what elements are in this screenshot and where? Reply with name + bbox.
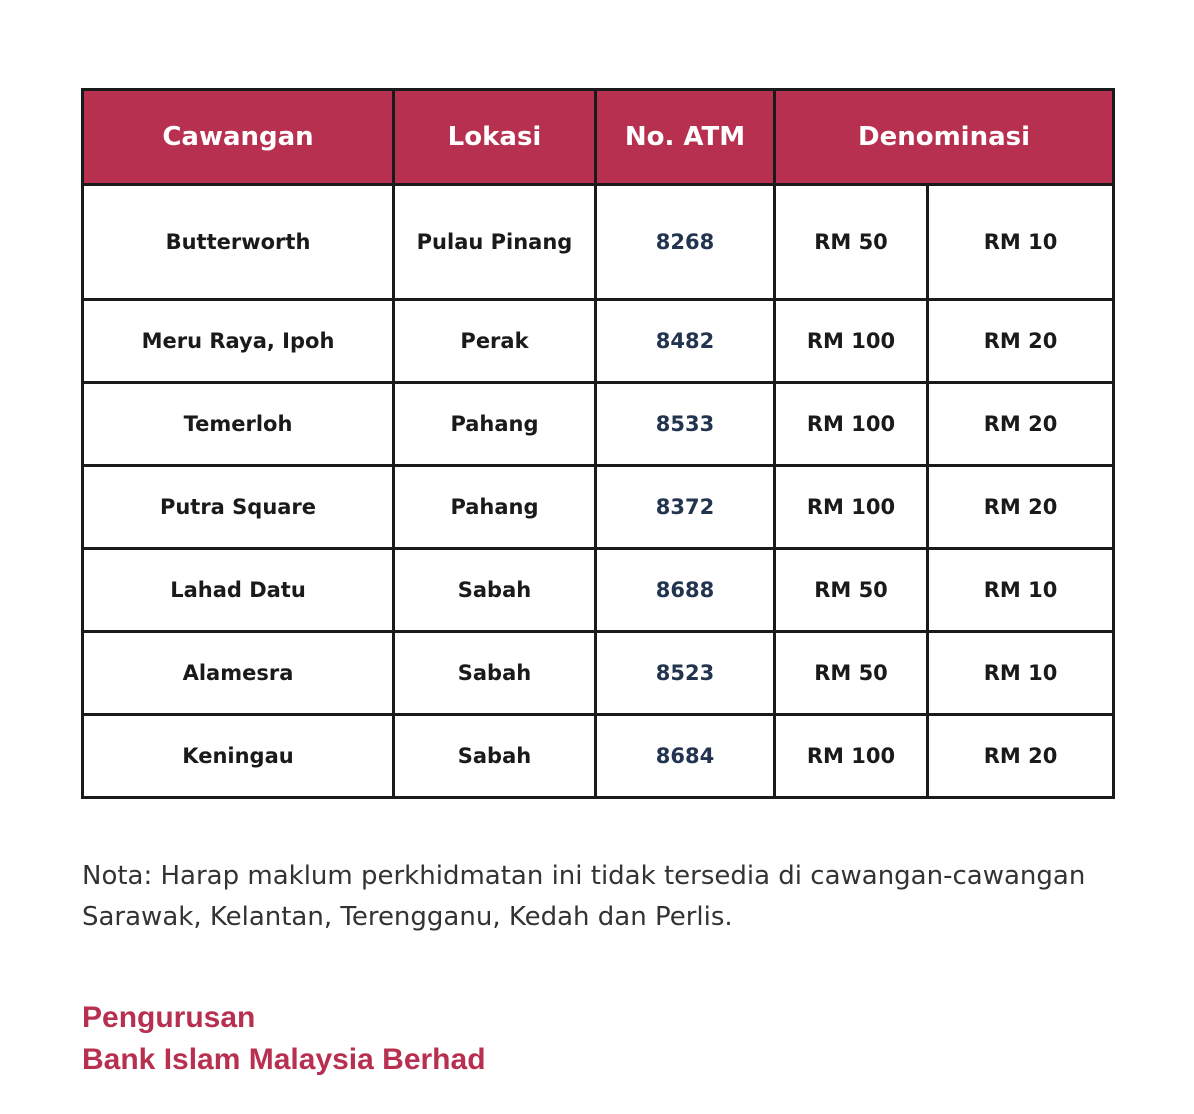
table-row — [83, 466, 1114, 549]
denomination-1-cell: RM 100 — [775, 383, 928, 466]
signature-line-2: Bank Islam Malaysia Berhad — [82, 1043, 486, 1076]
denomination-1-cell: RM 100 — [775, 715, 928, 798]
denomination-1-cell: RM 100 — [775, 466, 928, 549]
denomination-2-cell: RM 10 — [928, 185, 1114, 300]
location-cell: Perak — [394, 300, 596, 383]
signature-block — [82, 997, 486, 1081]
header-row — [83, 90, 1114, 185]
atm-number-cell: 8533 — [596, 383, 775, 466]
denomination-1-cell: RM 50 — [775, 185, 928, 300]
atm-branch-table — [81, 88, 1115, 799]
table-row — [83, 549, 1114, 632]
header-denomination: Denominasi — [775, 90, 1114, 185]
atm-number-cell: 8523 — [596, 632, 775, 715]
branch-cell: Butterworth — [83, 185, 394, 300]
atm-number-cell: 8372 — [596, 466, 775, 549]
table-row — [83, 383, 1114, 466]
branch-cell: Putra Square — [83, 466, 394, 549]
location-cell: Pahang — [394, 466, 596, 549]
atm-number-cell: 8268 — [596, 185, 775, 300]
denomination-2-cell: RM 20 — [928, 383, 1114, 466]
header-branch: Cawangan — [83, 90, 394, 185]
denomination-1-cell: RM 50 — [775, 632, 928, 715]
table-row — [83, 632, 1114, 715]
signature-line-1: Pengurusan — [82, 1001, 256, 1034]
branch-cell: Keningau — [83, 715, 394, 798]
branch-cell: Temerloh — [83, 383, 394, 466]
location-cell: Sabah — [394, 715, 596, 798]
branch-cell: Meru Raya, Ipoh — [83, 300, 394, 383]
table-row — [83, 185, 1114, 300]
denomination-2-cell: RM 20 — [928, 300, 1114, 383]
branch-cell: Alamesra — [83, 632, 394, 715]
denomination-1-cell: RM 100 — [775, 300, 928, 383]
atm-number-cell: 8688 — [596, 549, 775, 632]
table-row — [83, 715, 1114, 798]
table-row — [83, 300, 1114, 383]
availability-note: Nota: Harap maklum perkhidmatan ini tidak tersedia di cawangan-cawangan Sarawak, Kelantan, Terengganu, Kedah dan Perlis. — [82, 861, 1086, 932]
denomination-2-cell: RM 10 — [928, 549, 1114, 632]
denomination-2-cell: RM 20 — [928, 715, 1114, 798]
location-cell: Pahang — [394, 383, 596, 466]
branch-cell: Lahad Datu — [83, 549, 394, 632]
location-cell: Sabah — [394, 632, 596, 715]
denomination-2-cell: RM 10 — [928, 632, 1114, 715]
denomination-2-cell: RM 20 — [928, 466, 1114, 549]
atm-number-cell: 8482 — [596, 300, 775, 383]
location-cell: Sabah — [394, 549, 596, 632]
location-cell: Pulau Pinang — [394, 185, 596, 300]
denomination-1-cell: RM 50 — [775, 549, 928, 632]
table-header — [83, 90, 1114, 185]
atm-number-cell: 8684 — [596, 715, 775, 798]
header-atm-no: No. ATM — [596, 90, 775, 185]
table-body — [83, 185, 1114, 798]
header-location: Lokasi — [394, 90, 596, 185]
